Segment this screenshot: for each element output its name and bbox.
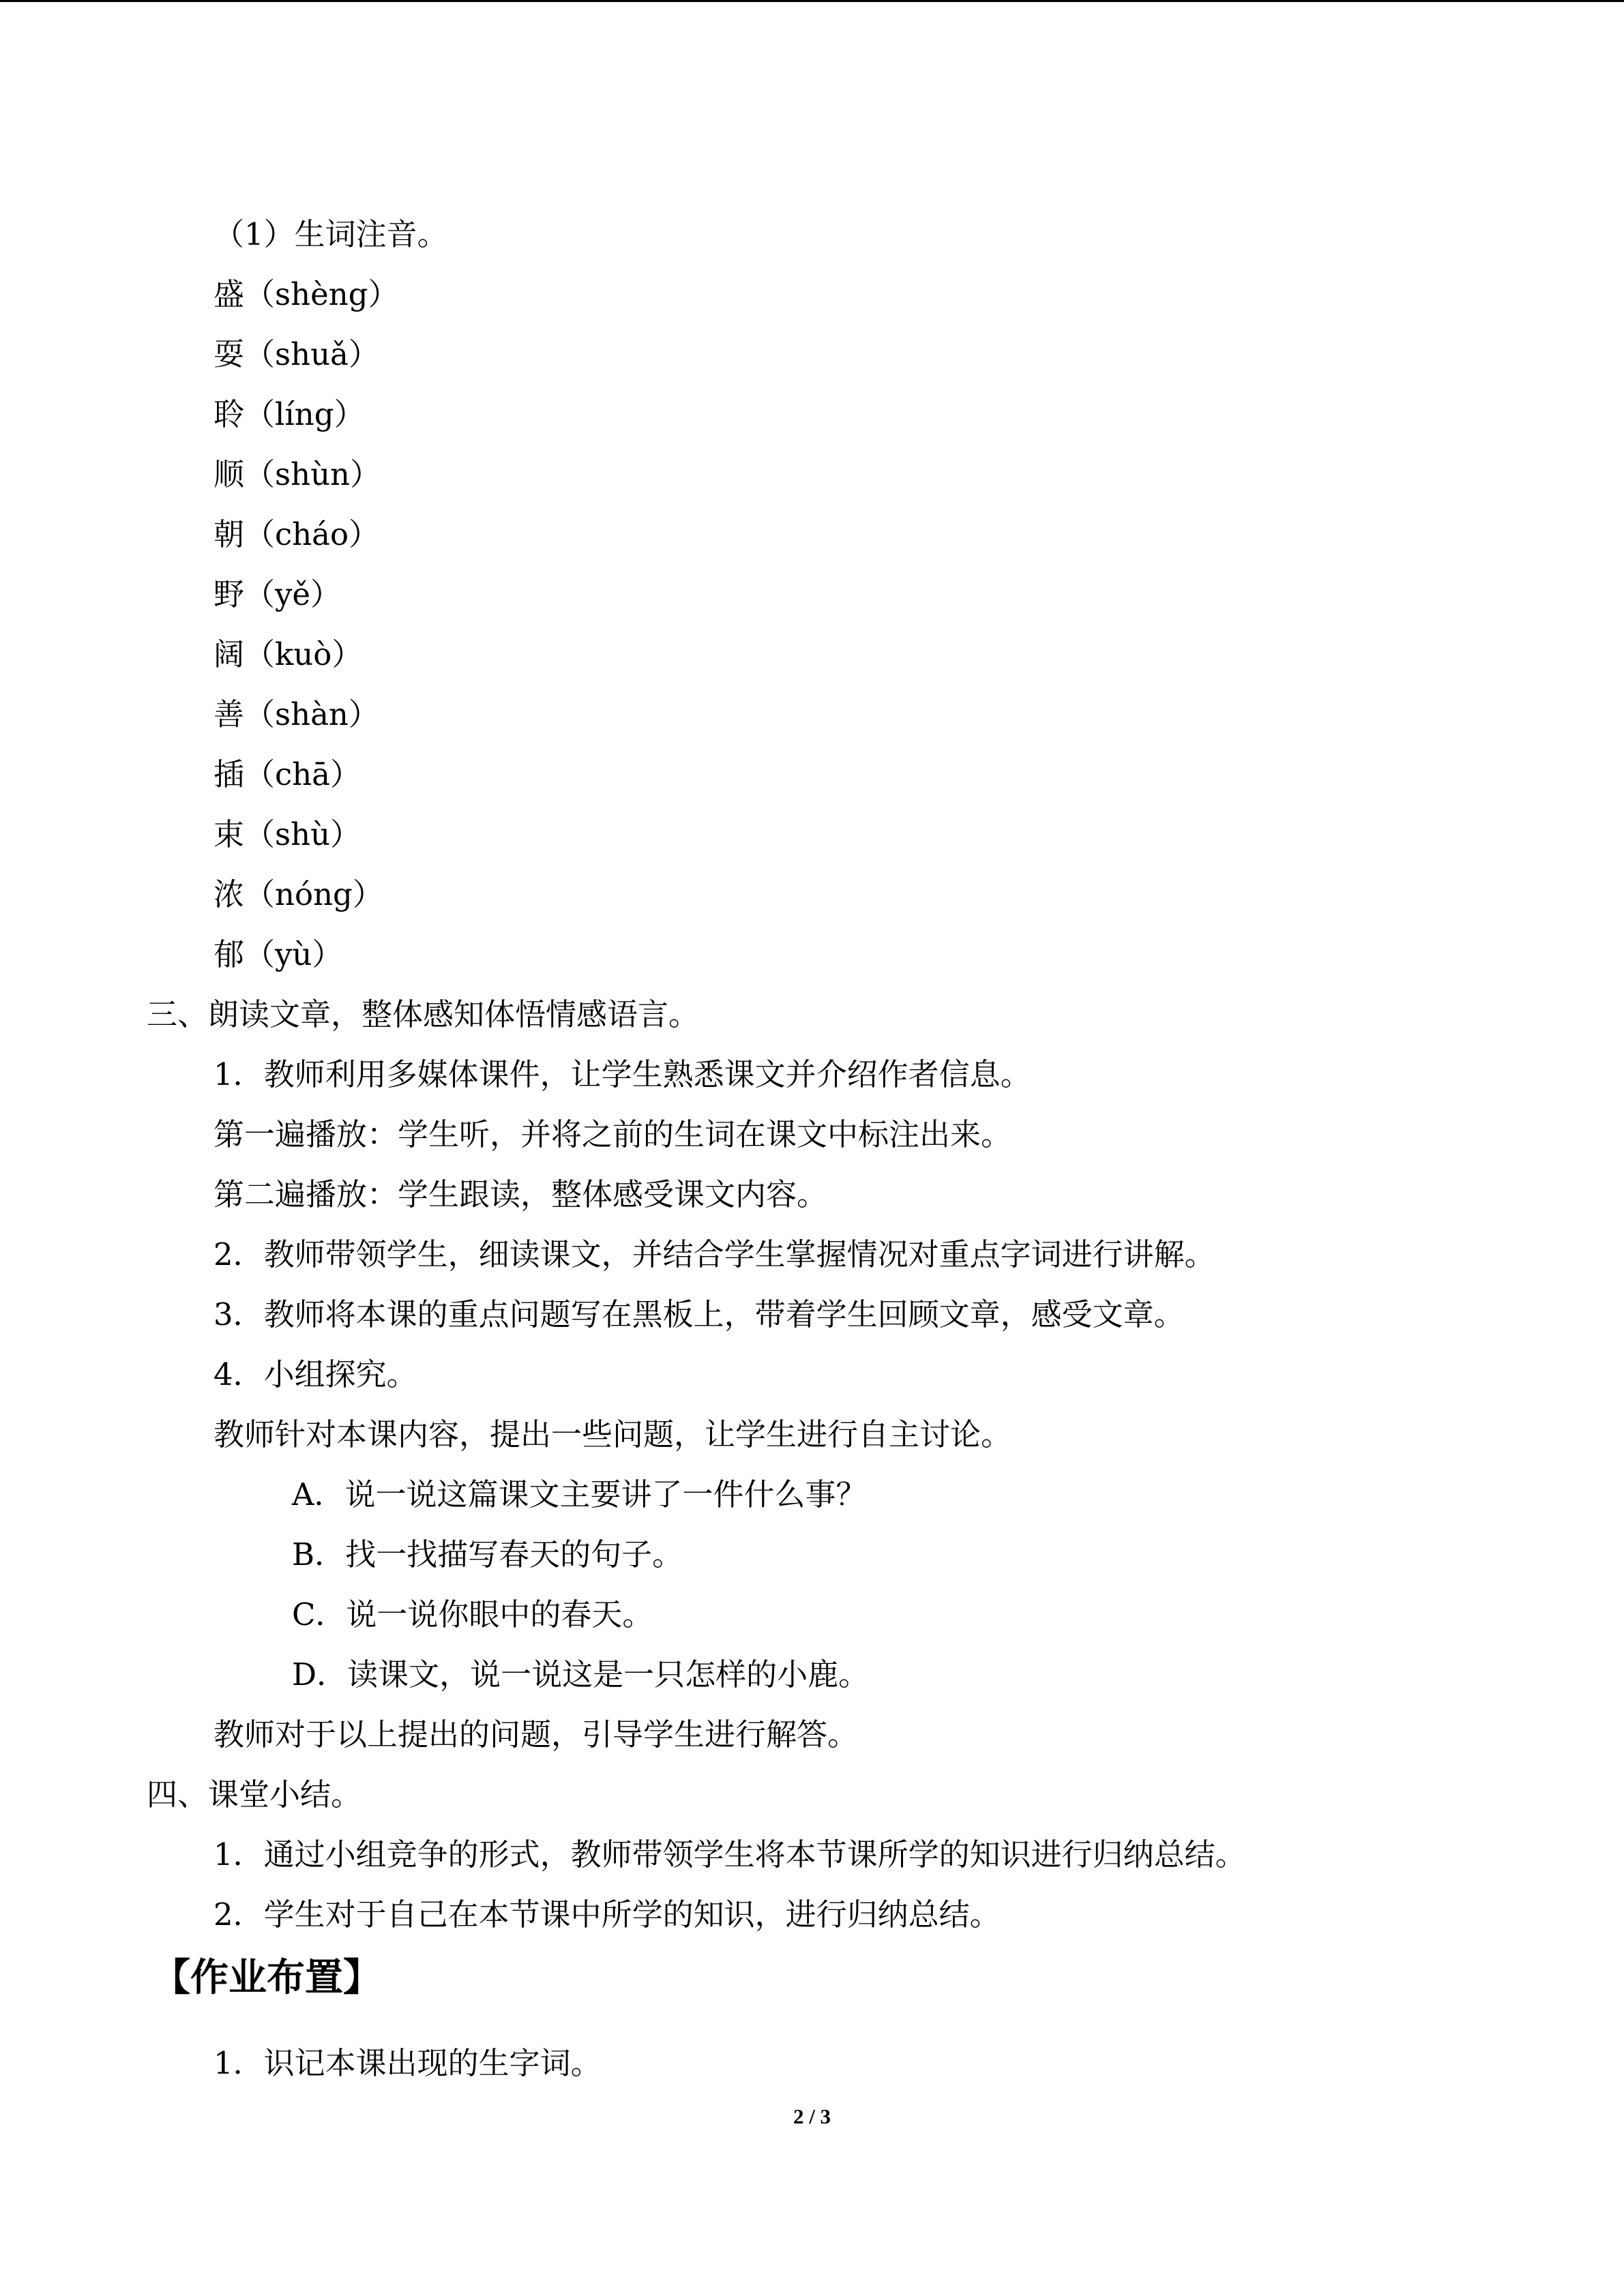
pinyin-item: 聆（líng） xyxy=(213,396,365,432)
question-c: C．说一说你眼中的春天。 xyxy=(292,1596,653,1632)
question-a: A．说一说这篇课文主要讲了一件什么事？ xyxy=(292,1476,867,1512)
pinyin-item: 郁（yù） xyxy=(213,936,343,972)
pinyin-item: 朝（cháo） xyxy=(213,516,380,552)
top-border-line xyxy=(0,0,1624,2)
pinyin-item: 阔（kuò） xyxy=(213,636,363,672)
section3-paragraph: 第一遍播放：学生听，并将之前的生词在课文中标注出来。 xyxy=(213,1116,1012,1152)
homework-heading: 【作业布置】 xyxy=(152,1956,381,2000)
section3-paragraph: 4．小组探究。 xyxy=(213,1356,417,1392)
section3-paragraph: 教师对于以上提出的问题，引导学生进行解答。 xyxy=(213,1716,859,1753)
section3-paragraph: 2．教师带领学生，细读课文，并结合学生掌握情况对重点字词进行讲解。 xyxy=(213,1236,1215,1272)
pinyin-item: 盛（shèng） xyxy=(213,276,399,312)
section4-title: 四、课堂小结。 xyxy=(147,1776,362,1813)
page-number: 2 / 3 xyxy=(793,2104,831,2128)
pinyin-intro: （1）生词注音。 xyxy=(213,216,448,252)
section3-title: 三、朗读文章，整体感知体悟情感语言。 xyxy=(147,996,700,1032)
section4-paragraph: 1．通过小组竞争的形式，教师带领学生将本节课所学的知识进行归纳总结。 xyxy=(213,1836,1246,1873)
pinyin-item: 浓（nóng） xyxy=(213,876,383,912)
question-b: B．找一找描写春天的句子。 xyxy=(292,1536,683,1572)
pinyin-item: 插（chā） xyxy=(213,756,361,792)
pinyin-item: 野（yě） xyxy=(213,576,342,612)
section3-paragraph: 1．教师利用多媒体课件，让学生熟悉课文并介绍作者信息。 xyxy=(213,1056,1031,1092)
pinyin-item: 束（shù） xyxy=(213,816,361,852)
pinyin-item: 善（shàn） xyxy=(213,696,379,732)
pinyin-item: 顺（shùn） xyxy=(213,456,381,492)
section3-paragraph: 第二遍播放：学生跟读，整体感受课文内容。 xyxy=(213,1176,828,1212)
section4-paragraph: 2．学生对于自己在本节课中所学的知识，进行归纳总结。 xyxy=(213,1896,1001,1933)
question-d: D．读课文，说一说这是一只怎样的小鹿。 xyxy=(292,1656,870,1693)
section3-paragraph: 3．教师将本课的重点问题写在黑板上，带着学生回顾文章，感受文章。 xyxy=(213,1296,1185,1332)
homework-paragraph: 1．识记本课出现的生字词。 xyxy=(213,2045,602,2081)
pinyin-item: 耍（shuǎ） xyxy=(213,336,379,372)
section3-paragraph: 教师针对本课内容，提出一些问题，让学生进行自主讨论。 xyxy=(213,1416,1012,1452)
